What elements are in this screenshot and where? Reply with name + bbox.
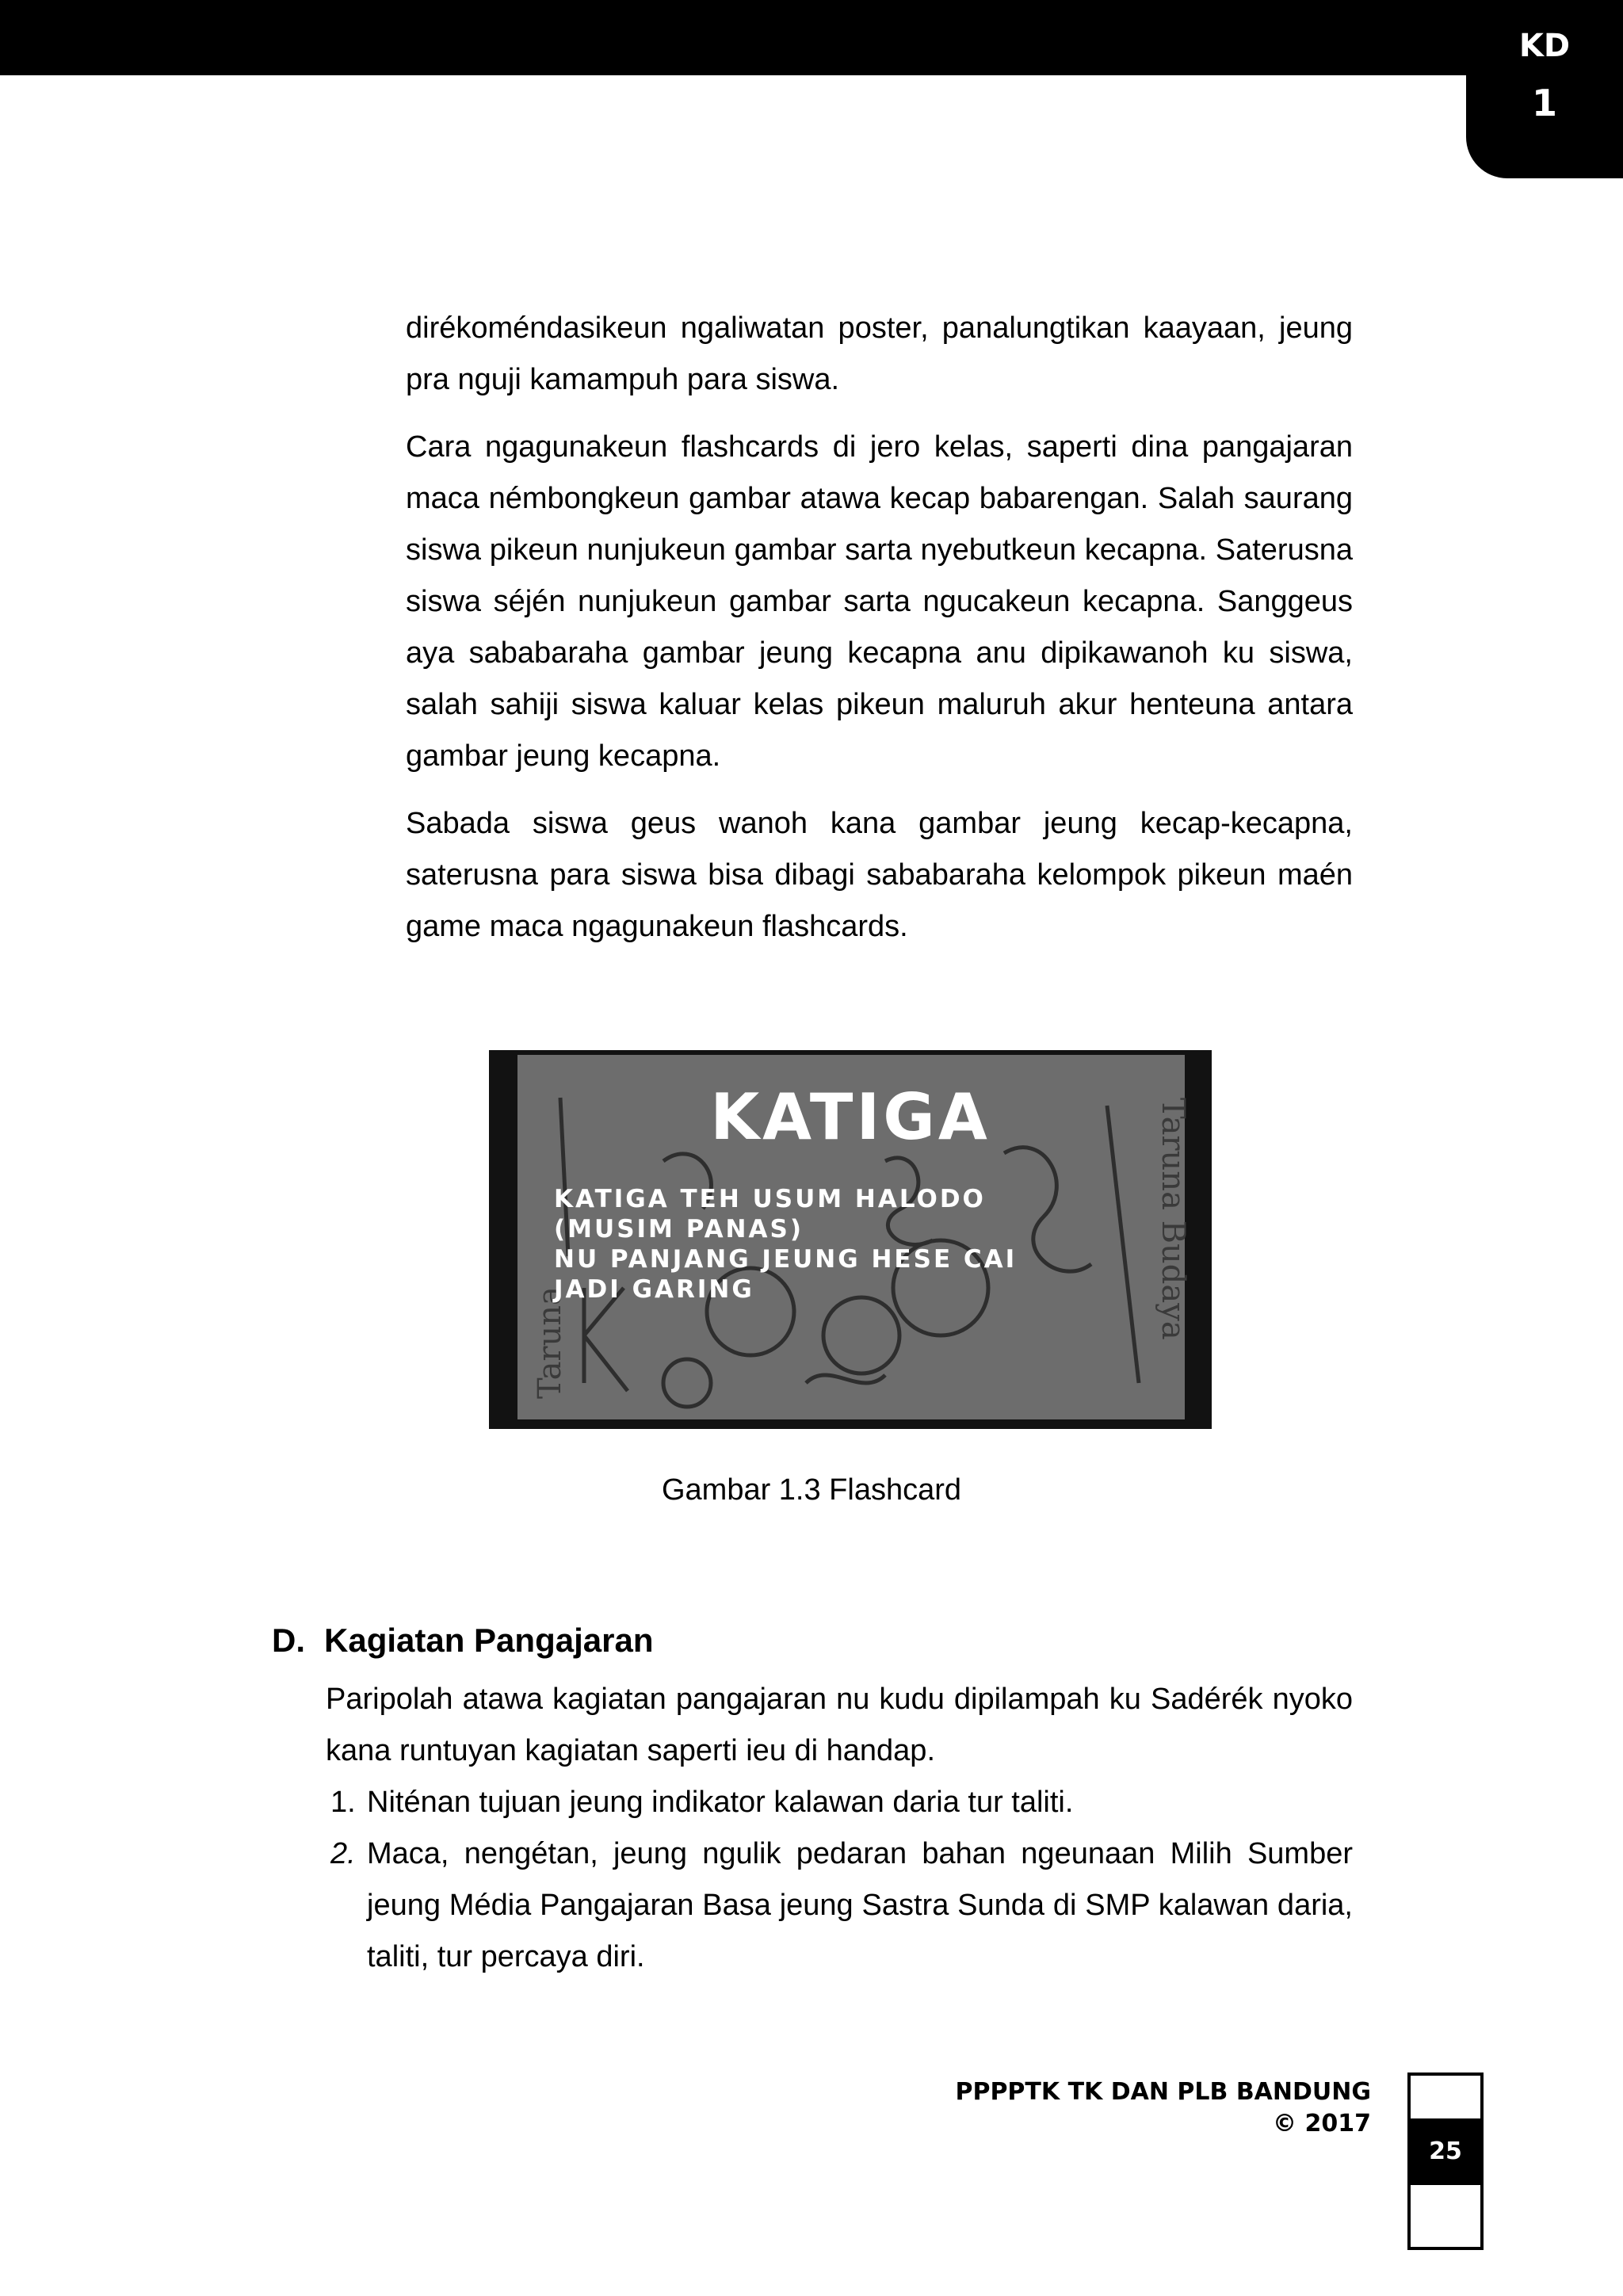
section-title: Kagiatan Pangajaran — [324, 1622, 654, 1659]
copyright: © 2017 — [1273, 2110, 1371, 2137]
flashcard-line: KATIGA TEH USUM HALODO — [554, 1185, 986, 1213]
svg-text:Taruna: Taruna — [532, 1286, 568, 1399]
header-bar — [0, 0, 1623, 75]
flashcard-line: JADI GARING — [554, 1275, 754, 1304]
list-number: 2. — [330, 1837, 356, 1870]
flashcard-title: KATIGA — [710, 1080, 991, 1154]
section-letter: D. — [272, 1622, 305, 1659]
steps-list — [326, 1777, 1353, 1983]
flashcard-line: NU PANJANG JEUNG HESE CAI — [554, 1245, 1018, 1274]
flashcard-image — [489, 1050, 1212, 1429]
section-heading — [272, 1617, 653, 1664]
list-text: Niténan tujuan jeung indikator kalawan daria tur taliti. — [367, 1786, 1074, 1819]
body-text — [406, 303, 1353, 968]
svg-text:Taruna Budaya: Taruna Budaya — [1155, 1098, 1191, 1340]
footer-publisher — [955, 2076, 1371, 2140]
paragraph: Cara ngagunakeun flashcards di jero kelas, saperti dina pangajaran maca némbongkeun gambar atawa kecap babarengan. Salah saurang siswa pikeun nunjukeun gambar sarta nyebutkeun kecapna. Saterusna siswa séjén nunjukeun gambar sarta ngucakeun kecapna. Sanggeus aya sababaraha gambar jeung kecapna anu dipikawanoh ku siswa, salah sahiji siswa kaluar kelas pikeun maluruh akur henteuna antara gambar jeung kecapna. — [406, 430, 1353, 773]
kd-label: KD — [1518, 28, 1571, 64]
publisher-name: PPPPTK TK DAN PLB BANDUNG — [955, 2078, 1371, 2106]
page-number-box — [1407, 2073, 1484, 2250]
kd-tab — [1466, 0, 1623, 178]
paragraph: dirékoméndasikeun ngaliwatan poster, panalungtikan kaayaan, jeung pra nguji kamampuh para siswa. — [406, 311, 1353, 396]
kd-number: 1 — [1531, 82, 1557, 124]
paragraph: Sabada siswa geus wanoh kana gambar jeung kecap-kecapna, saterusna para siswa bisa dibagi sababaraha kelompok pikeun maén game maca ngagunakeun flashcards. — [406, 807, 1353, 943]
list-number: 1. — [330, 1786, 356, 1819]
flashcard-line: (MUSIM PANAS) — [554, 1215, 804, 1244]
flashcard-graphic — [489, 1050, 1212, 1429]
list-item — [326, 1828, 1353, 1983]
section-intro: Paripolah atawa kagiatan pangajaran nu kudu dipilampah ku Sadérék nyoko kana runtuyan kagiatan saperti ieu di handap. — [326, 1683, 1353, 1767]
figure-caption: Gambar 1.3 Flashcard — [661, 1473, 962, 1507]
list-text: Maca, nengétan, jeung ngulik pedaran bahan ngeunaan Milih Sumber jeung Média Pangajaran Basa jeung Sastra Sunda di SMP kalawan daria, taliti, tur percaya diri. — [367, 1837, 1353, 1973]
list-item — [326, 1777, 1353, 1828]
page-number: 25 — [1411, 2118, 1480, 2185]
